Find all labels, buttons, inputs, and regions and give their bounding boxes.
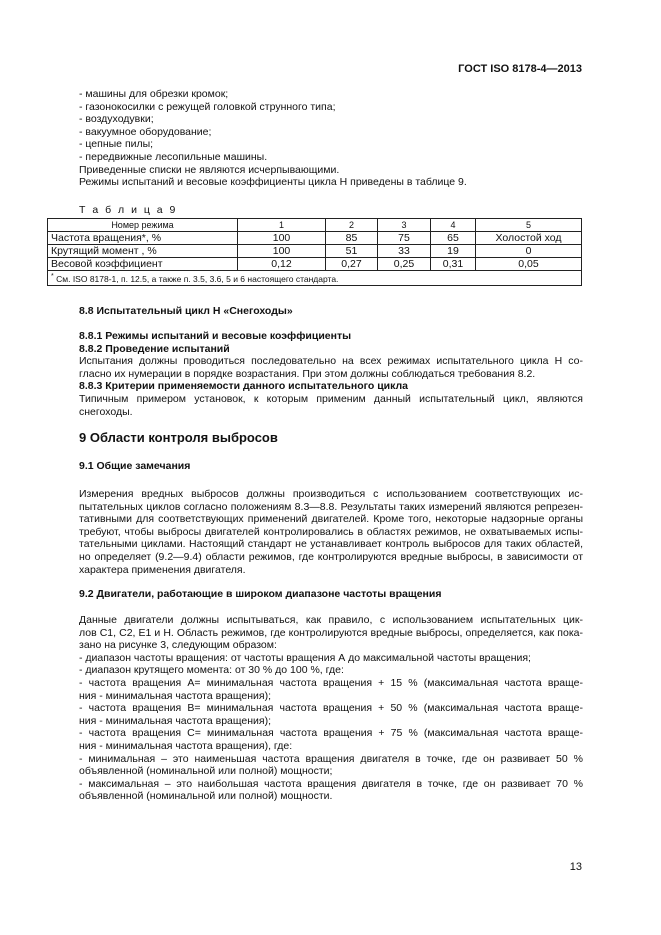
section-9-1-content bbox=[79, 488, 583, 576]
paragraph-line: зано на рисунке 3, следующим образом: bbox=[79, 639, 277, 652]
document-header: ГОСТ ISO 8178-4—2013 bbox=[458, 63, 582, 75]
table-9 bbox=[47, 218, 582, 286]
paragraph-line: ния - минимальная частота вращения); bbox=[79, 689, 272, 702]
table-caption: Т а б л и ц а 9 bbox=[79, 204, 178, 216]
paragraph-line: объявленной (номинальной или полной) мощности. bbox=[79, 790, 333, 803]
page-number: 13 bbox=[569, 861, 582, 873]
table-cell: 100 bbox=[238, 245, 326, 258]
table-cell: Холостой ход bbox=[476, 232, 582, 245]
paragraph-text: Режимы испытаний и весовые коэффициенты цикла Н приведены в таблице 9. bbox=[79, 176, 467, 189]
paragraph-line: ния - минимальная частота вращения); bbox=[79, 714, 272, 727]
table-cell: 0,27 bbox=[326, 258, 378, 271]
table-cell: 0,25 bbox=[378, 258, 431, 271]
table-row bbox=[48, 258, 582, 271]
paragraph-line: Типичным примером установок, к которым применим данный испытательный цикл, являются bbox=[79, 392, 583, 405]
table-footnote-row bbox=[48, 271, 582, 286]
paragraph-line: Испытания должны проводиться последовательно на всех режимах испытательного цикла Н со- bbox=[79, 355, 583, 368]
list-item: - вакуумное оборудование; bbox=[79, 125, 212, 138]
equipment-list bbox=[79, 88, 583, 189]
section-heading: 8.8 Испытательный цикл Н «Снегоходы» bbox=[79, 305, 293, 317]
table-cell: Частота вращения*, % bbox=[48, 232, 238, 245]
table-footnote bbox=[48, 271, 582, 286]
paragraph-line: объявленной (номинальной или полной) мощности; bbox=[79, 765, 333, 778]
list-item: - воздуходувки; bbox=[79, 113, 154, 126]
table-header-row bbox=[48, 219, 582, 232]
table-cell: Крутящий момент , % bbox=[48, 245, 238, 258]
table-cell: 51 bbox=[326, 245, 378, 258]
list-item: - машины для обрезки кромок; bbox=[79, 88, 229, 100]
paragraph-line: тательными циклами. Настоящий стандарт не устанавливает контроль выбросов для таких областей, bbox=[79, 538, 583, 551]
paragraph-line: - диапазон крутящего момента: от 30 % до 100 %, где: bbox=[79, 664, 344, 677]
table-cell: 0 bbox=[476, 245, 582, 258]
paragraph-line: - максимальная – это наибольшая частота вращения двигателя в точке, где он развивает 70 % bbox=[79, 777, 583, 790]
table-cell: 85 bbox=[326, 232, 378, 245]
paragraph-line: - частота вращения С= минимальная частота вращения + 75 % (максимальная частота враще- bbox=[79, 727, 583, 740]
subsection-heading: 8.8.2 Проведение испытаний bbox=[79, 342, 230, 355]
paragraph-line: - частота вращения А= минимальная частота вращения + 15 % (максимальная частота враще- bbox=[79, 676, 583, 689]
paragraph-line: лов С1, С2, Е1 и Н. Область режимов, где контролируются вредные выбросы, определяется, как пока- bbox=[79, 626, 583, 639]
subsection-heading: 8.8.1 Режимы испытаний и весовые коэффициенты bbox=[79, 330, 352, 342]
section-8-8-content bbox=[79, 330, 583, 418]
table-cell: Весовой коэффициент bbox=[48, 258, 238, 271]
table-header-cell: 2 bbox=[326, 219, 378, 232]
table-cell: 75 bbox=[378, 232, 431, 245]
paragraph-line: гласно их нумерации в порядке возрастания. При этом должны соблюдаться требования 8.2. bbox=[79, 367, 536, 380]
table-row bbox=[48, 232, 582, 245]
paragraph-line: - диапазон частоты вращения: от частоты вращения А до максимальной частоты вращения; bbox=[79, 651, 531, 664]
paragraph-line: снегоходы. bbox=[79, 405, 133, 418]
table-cell: 33 bbox=[378, 245, 431, 258]
section-heading: 9.1 Общие замечания bbox=[79, 460, 191, 472]
paragraph-line: но определяет (9.2—9.4) области режимов, где контролируются вредные выбросы, в зависимости от bbox=[79, 550, 583, 563]
section-heading: 9.2 Двигатели, работающие в широком диапазоне частоты вращения bbox=[79, 588, 442, 600]
paragraph-line: Измерения вредных выбросов должны производиться с использованием соответствующих ис- bbox=[79, 488, 583, 500]
table-header-cell: 3 bbox=[378, 219, 431, 232]
table-cell: 100 bbox=[238, 232, 326, 245]
paragraph-line: характера применения двигателя. bbox=[79, 563, 246, 576]
paragraph-line: тативными для соответствующих применений двигателей. Кроме того, некоторые надзорные органы bbox=[79, 513, 583, 526]
table-header-cell: Номер режима bbox=[48, 219, 238, 232]
table-cell: 0,12 bbox=[238, 258, 326, 271]
paragraph-line: - частота вращения В= минимальная частота вращения + 50 % (максимальная частота враще- bbox=[79, 702, 583, 715]
table-cell: 65 bbox=[431, 232, 476, 245]
chapter-heading: 9 Области контроля выбросов bbox=[79, 430, 278, 445]
paragraph-line: пытательных циклов согласно положениям 8.3—8.8. Результаты таких измерений являются репрезен- bbox=[79, 500, 583, 513]
table-header-cell: 1 bbox=[238, 219, 326, 232]
table-header-cell: 4 bbox=[431, 219, 476, 232]
list-item: - цепные пилы; bbox=[79, 138, 154, 151]
paragraph-line: ния - минимальная частота вращения), где: bbox=[79, 739, 293, 752]
section-9-2-content bbox=[79, 614, 583, 803]
table-cell: 0,05 bbox=[476, 258, 582, 271]
list-item: - передвижные лесопильные машины. bbox=[79, 150, 268, 163]
paragraph-line: - минимальная – это наименьшая частота вращения двигателя в точке, где он развивает 50 % bbox=[79, 752, 583, 765]
list-item: - газонокосилки с режущей головкой струнного типа; bbox=[79, 100, 336, 113]
paragraph-line: Данные двигатели должны испытываться, как правило, с использованием испытательных цик- bbox=[79, 614, 583, 626]
table-cell: 19 bbox=[431, 245, 476, 258]
table-header-cell: 5 bbox=[476, 219, 582, 232]
footnote-text: См. ISO 8178-1, п. 12.5, а также п. 3.5, 3.6, 5 и 6 настоящего стандарта. bbox=[56, 273, 339, 284]
footnote-mark: * bbox=[51, 273, 54, 281]
table-row bbox=[48, 245, 582, 258]
subsection-heading: 8.8.3 Критерии применяемости данного испытательного цикла bbox=[79, 380, 409, 393]
paragraph-text: Приведенные списки не являются исчерпывающими. bbox=[79, 163, 340, 176]
paragraph-line: требуют, чтобы выбросы двигателей контролировались в областях режимов, не охватываемых испы- bbox=[79, 525, 583, 538]
table-cell: 0,31 bbox=[431, 258, 476, 271]
